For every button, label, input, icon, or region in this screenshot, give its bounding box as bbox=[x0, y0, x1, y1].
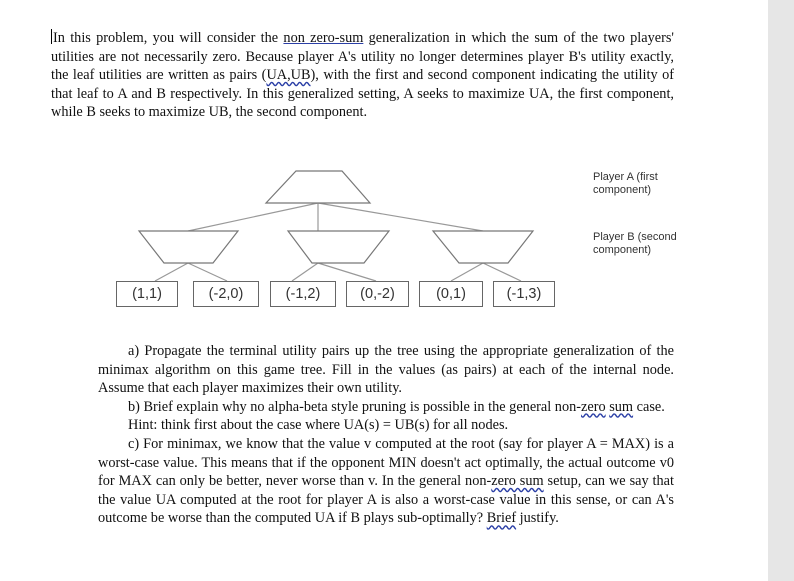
intro-text-3: ), with the first and second component indicating the utility of that leaf to A and B respectively. In this generalized setting, A seeks to maximize UA, the first component, while B seeks to maximize UB, the second component. bbox=[51, 67, 674, 121]
edge-leaf-5 bbox=[451, 263, 483, 281]
leaf-3: (-1,2) bbox=[270, 281, 336, 307]
intro-pair: UA,UB bbox=[266, 67, 311, 84]
edge-root-right bbox=[318, 203, 483, 231]
legend-player-a: Player A (first component) bbox=[593, 171, 658, 196]
leaf-5: (0,1) bbox=[419, 281, 483, 307]
leaf-4: (0,-2) bbox=[346, 281, 409, 307]
leaf-2: (-2,0) bbox=[193, 281, 259, 307]
edge-root-left bbox=[188, 203, 318, 231]
edge-leaf-3 bbox=[292, 263, 318, 281]
edge-leaf-4 bbox=[318, 263, 376, 281]
root-node-player-a bbox=[266, 171, 370, 203]
leaf-6: (-1,3) bbox=[493, 281, 555, 307]
questions bbox=[98, 342, 674, 528]
min-node-right bbox=[433, 231, 533, 263]
leaf-1: (1,1) bbox=[116, 281, 178, 307]
intro-text-2: generalization in which the sum of the two players' utilities are not necessarily zero. Because player A's utility no longer determines player B's utility exactly, the leaf utilities are written as pairs ( bbox=[51, 30, 675, 84]
question-c: c) For minimax, we know that the value v computed at the root (say for player A = MAX) is a worst-case value. This means that if the opponent MIN doesn't act optimally, the actual outcome v0 for MAX can only be better, never worse than v. In the general non-zero sum setup, can we say that the value UA computed at the root for player A is also a worst-case value in this sense, or can A's outcome be worse than the computed UA if B plays sub-optimally? Brief justify. bbox=[98, 435, 674, 527]
legend-player-b: Player B (second component) bbox=[593, 231, 677, 256]
min-node-middle bbox=[288, 231, 389, 263]
edge-leaf-6 bbox=[483, 263, 521, 281]
question-a: a) Propagate the terminal utility pairs up the tree using the appropriate generalization of the minimax algorithm on this game tree. Fill in the values (as pairs) at each of the internal node. Assume that each player maximizes their own utility. bbox=[98, 343, 674, 397]
min-node-left bbox=[139, 231, 238, 263]
intro-text-1: In this problem, you will consider the bbox=[53, 30, 284, 46]
question-b: b) Brief explain why no alpha-beta style pruning is possible in the general non-zero sum case. bbox=[128, 398, 665, 415]
edge-leaf-1 bbox=[155, 263, 188, 281]
edge-leaf-2 bbox=[188, 263, 227, 281]
hint: Hint: think first about the case where UA(s) = UB(s) for all nodes. bbox=[128, 417, 509, 434]
intro-term-nonzerosum: non zero-sum bbox=[283, 30, 364, 46]
